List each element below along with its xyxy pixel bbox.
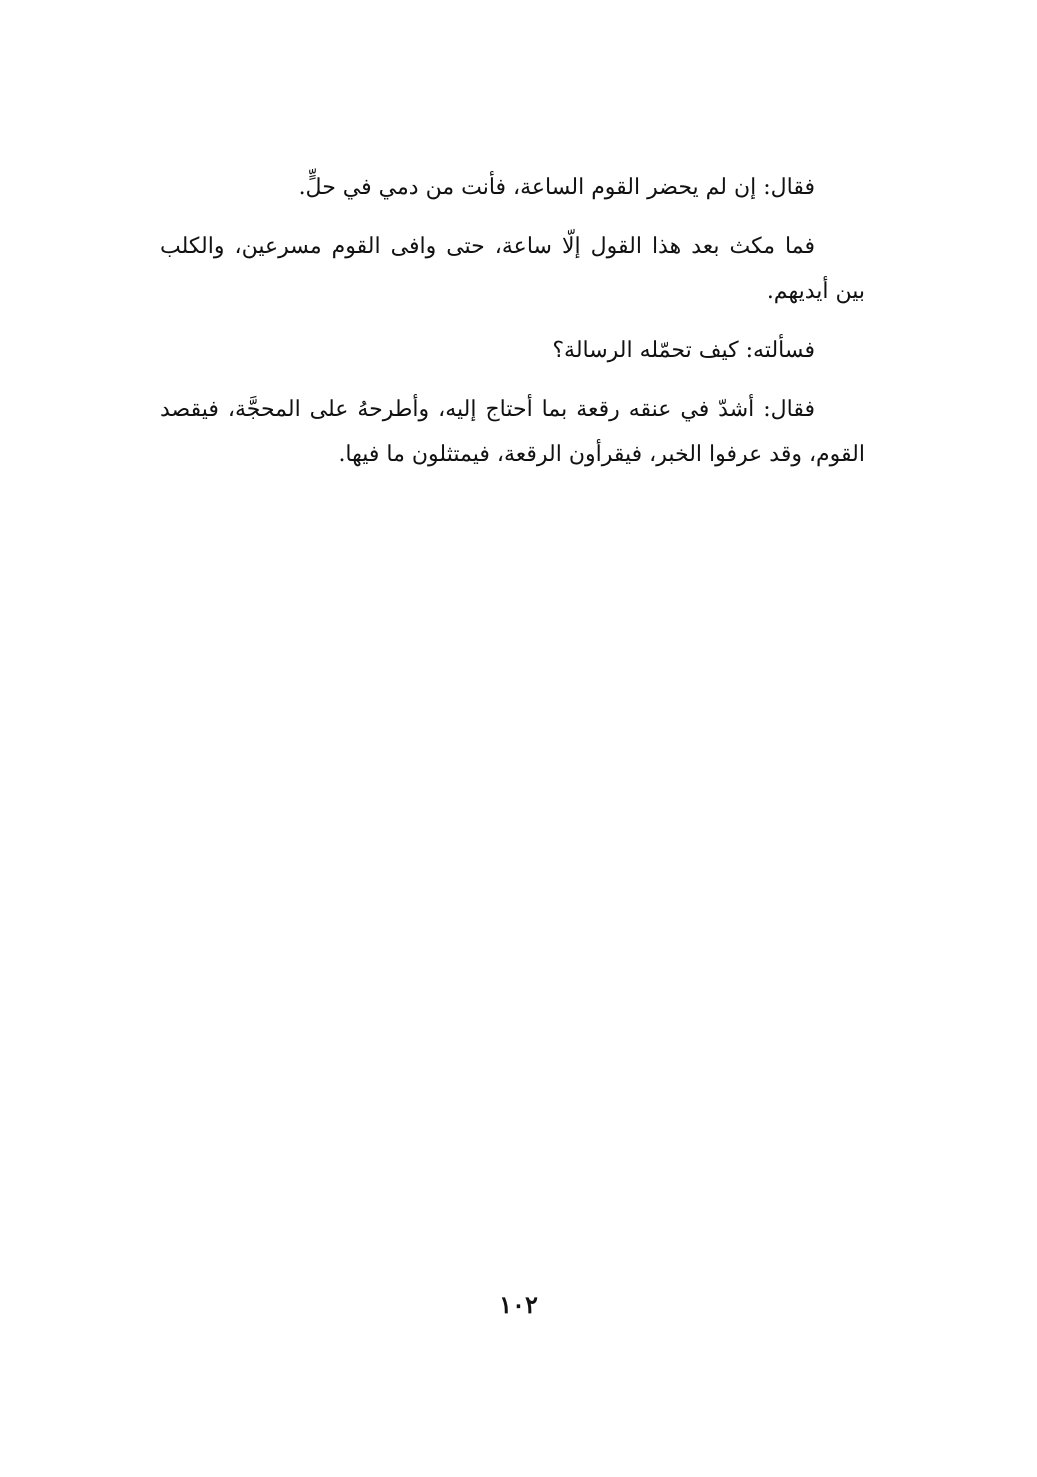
paragraph-3: فسألته: كيف تحمّله الرسالة؟ (552, 338, 815, 363)
paragraph-2: فما مكث بعد هذا القول إلّا ساعة، حتى وافى القوم مسرعين، والكلب بين أيديهم. (160, 234, 865, 304)
page-number: ١٠٢ (499, 1290, 538, 1319)
paragraph-4: فقال: أشدّ في عنقه رقعة بما أحتاج إليه، وأطرحهُ على المحجَّة، فيقصد القوم، وقد عرفوا الخبر، فيقرأون الرقعة، فيمتثلون ما فيها. (160, 397, 865, 467)
paragraph-1: فقال: إن لم يحضر القوم الساعة، فأنت من دمي في حلٍّ. (298, 175, 815, 200)
body-text (160, 165, 865, 491)
